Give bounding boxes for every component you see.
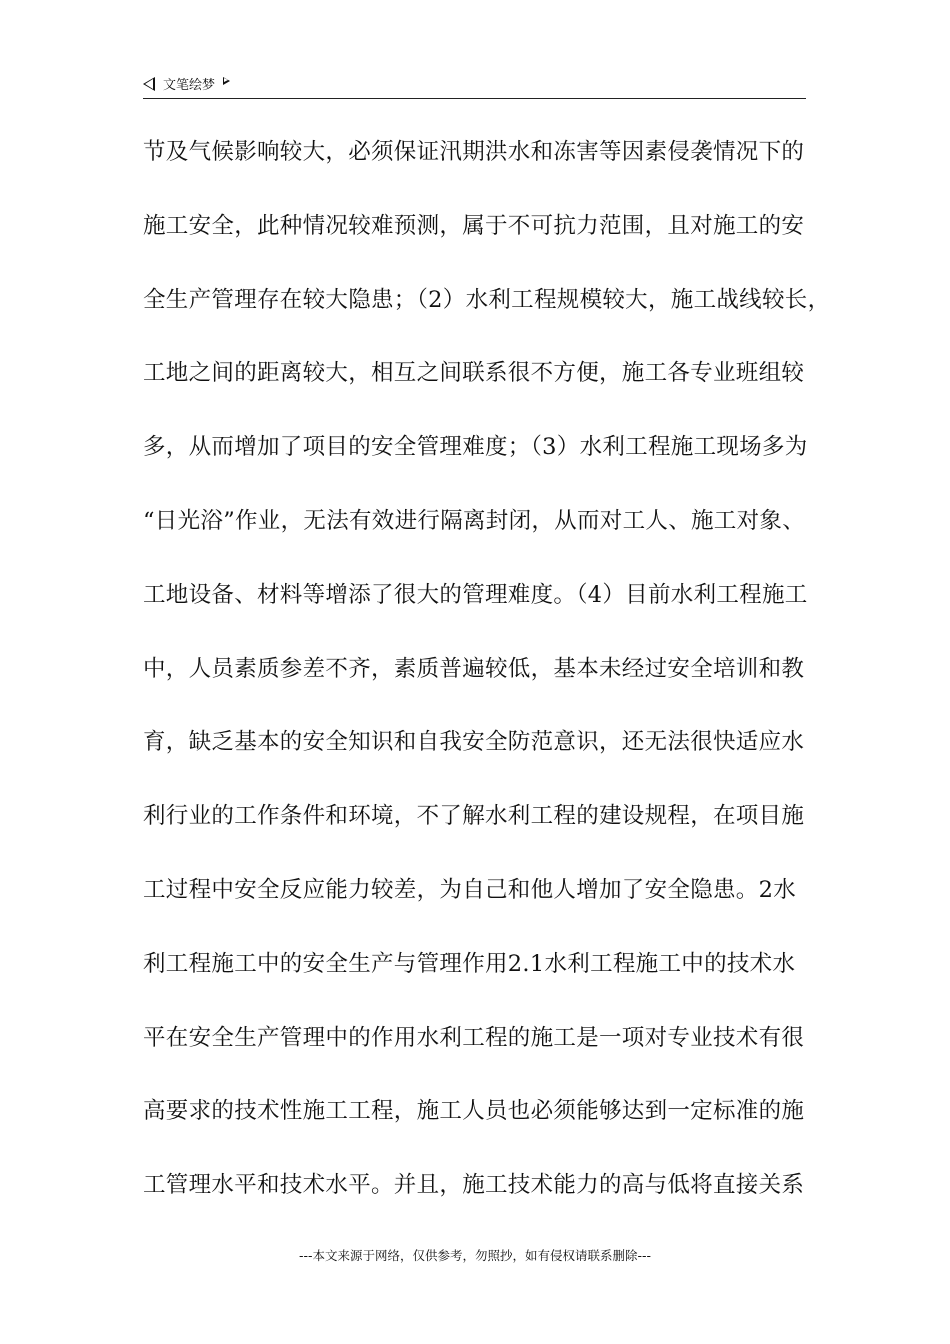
text-line: 工地设备、材料等增添了很大的管理难度。（4）目前水利工程施工 (143, 581, 808, 608)
text-line: 工管理水平和技术水平。并且，施工技术能力的高与低将直接关系 (143, 1172, 805, 1199)
text-line: 高要求的技术性施工工程，施工人员也必须能够达到一定标准的施 (143, 1098, 805, 1125)
text-line: 工过程中安全反应能力较差，为自己和他人增加了安全隐患。2水 (143, 876, 797, 903)
header-brand (143, 74, 230, 93)
text-line: 利工程施工中的安全生产与管理作用2.1水利工程施工中的技术水 (143, 950, 796, 977)
text-line: 育，缺乏基本的安全知识和自我安全防范意识，还无法很快适应水 (143, 729, 805, 756)
triangle-right-icon (223, 77, 230, 85)
body-text (143, 134, 831, 1241)
text-line: 平在安全生产管理中的作用水利工程的施工是一项对专业技术有很 (143, 1024, 805, 1051)
text-line: 施工安全，此种情况较难预测，属于不可抗力范围，且对施工的安 (143, 212, 805, 239)
text-line: 中，人员素质参差不齐，素质普遍较低，基本未经过安全培训和教 (143, 655, 805, 682)
page-header (143, 72, 806, 99)
text-line: 利行业的工作条件和环境，不了解水利工程的建设规程，在项目施 (143, 803, 805, 830)
text-line: 全生产管理存在较大隐患；（2）水利工程规模较大，施工战线较长， (143, 286, 831, 313)
text-line: 节及气候影响较大，必须保证汛期洪水和冻害等因素侵袭情况下的 (143, 139, 805, 165)
text-line: “日光浴”作业，无法有效进行隔离封闭，从而对工人、施工对象、 (143, 507, 806, 534)
text-line: 工地之间的距离较大，相互之间联系很不方便，施工各专业班组较 (143, 360, 805, 387)
triangle-left-icon (143, 77, 155, 91)
brand-text: 文笔绘梦 (163, 78, 216, 93)
text-line: 多，从而增加了项目的安全管理难度；（3）水利工程施工现场多为 (143, 434, 808, 461)
footer-disclaimer: ---本文来源于网络，仅供参考，勿照抄，如有侵权请联系删除--- (298, 1248, 652, 1263)
